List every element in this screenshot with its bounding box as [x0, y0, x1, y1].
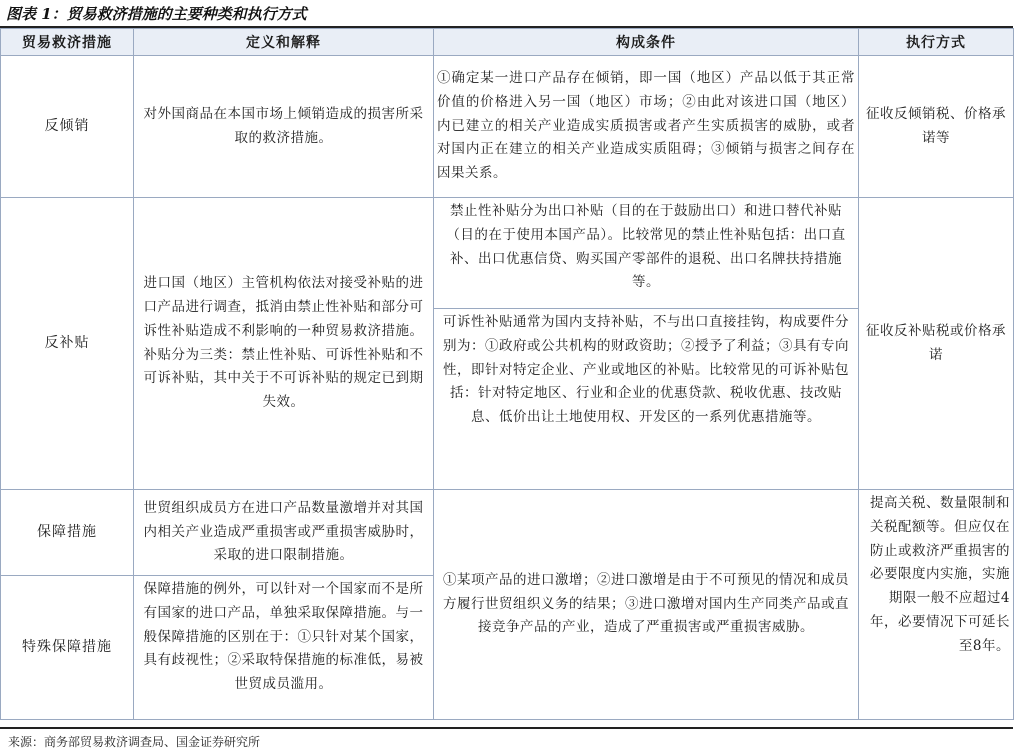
- figure-title: 图表 1：贸易救济措施的主要种类和执行方式: [6, 5, 307, 23]
- measure-name: 特殊保障措施: [1, 576, 134, 720]
- trade-remedy-table: [0, 28, 1014, 720]
- definition-cell: 世贸组织成员方在进口产品数量激增并对其国内相关产业造成严重损害或严重损害威胁时，采取的进口限制措施。: [134, 490, 434, 576]
- measure-name: 保障措施: [1, 490, 134, 576]
- conditions-cell: ①确定某一进口产品存在倾销，即一国（地区）产品以低于其正常价值的价格进入另一国（地区）市场；②由此对该进口国（地区）内已建立的相关产业造成实质损害或者产生实质损害的威胁，或者对国内正在建立的相关产业造成实质阻碍；③倾销与损害之间存在因果关系。: [434, 56, 859, 198]
- bottom-rule: [0, 727, 1013, 729]
- header-execution: 执行方式: [859, 29, 1014, 56]
- source-note: 来源：商务部贸易救济调查局、国金证券研究所: [8, 735, 261, 749]
- table-row: [1, 56, 1014, 198]
- header-row: [1, 29, 1014, 56]
- table-row: [1, 198, 1014, 490]
- header-measure: 贸易救济措施: [1, 29, 134, 56]
- execution-cell: 征收反补贴税或价格承诺: [859, 198, 1014, 490]
- prohibited-subsidy-conditions: 禁止性补贴分为出口补贴（目的在于鼓励出口）和进口替代补贴（目的在于使用本国产品）。比较常见的禁止性补贴包括：出口直补、出口优惠信贷、购买国产零部件的退税、出口名牌扶持措施等。: [434, 198, 858, 309]
- execution-cell: 征收反倾销税、价格承诺等: [859, 56, 1014, 198]
- actionable-subsidy-conditions: 可诉性补贴通常为国内支持补贴，不与出口直接挂钩，构成要件分别为：①政府或公共机构的财政资助；②授予了利益；③具有专向性，即针对特定企业、产业或地区的补贴。比较常见的可诉补贴包括：针对特定地区、行业和企业的优惠贷款、税收优惠、技改贴息、低价出让土地使用权、开发区的一系列优惠措施等。: [443, 314, 849, 426]
- definition-cell: 保障措施的例外，可以针对一个国家而不是所有国家的进口产品，单独采取保障措施。与一般保障措施的区别在于：①只针对某个国家，具有歧视性；②采取特保措施的标准低，易被世贸成员滥用。: [134, 576, 434, 720]
- table-row: [1, 490, 1014, 576]
- conditions-cell: [434, 198, 859, 490]
- definition-cell: 对外国商品在本国市场上倾销造成的损害所采取的救济措施。: [134, 56, 434, 198]
- header-conditions: 构成条件: [434, 29, 859, 56]
- measure-name: 反倾销: [1, 56, 134, 198]
- conditions-cell: ①某项产品的进口激增；②进口激增是由于不可预见的情况和成员方履行世贸组织义务的结果；③进口激增对国内生产同类产品或直接竞争产品的产业，造成了严重损害或严重损害威胁。: [434, 490, 859, 720]
- header-definition: 定义和解释: [134, 29, 434, 56]
- measure-name: 反补贴: [1, 198, 134, 490]
- definition-cell: 进口国（地区）主管机构依法对接受补贴的进口产品进行调查，抵消由禁止性补贴和部分可诉性补贴造成不利影响的一种贸易救济措施。补贴分为三类：禁止性补贴、可诉性补贴和不可诉补贴，其中关于不可诉补贴的规定已到期失效。: [134, 198, 434, 490]
- execution-cell: 提高关税、数量限制和关税配额等。但应仅在防止或救济严重损害的必要限度内实施，实施期限一般不应超过4年，必要情况下可延长至8年。: [859, 490, 1014, 720]
